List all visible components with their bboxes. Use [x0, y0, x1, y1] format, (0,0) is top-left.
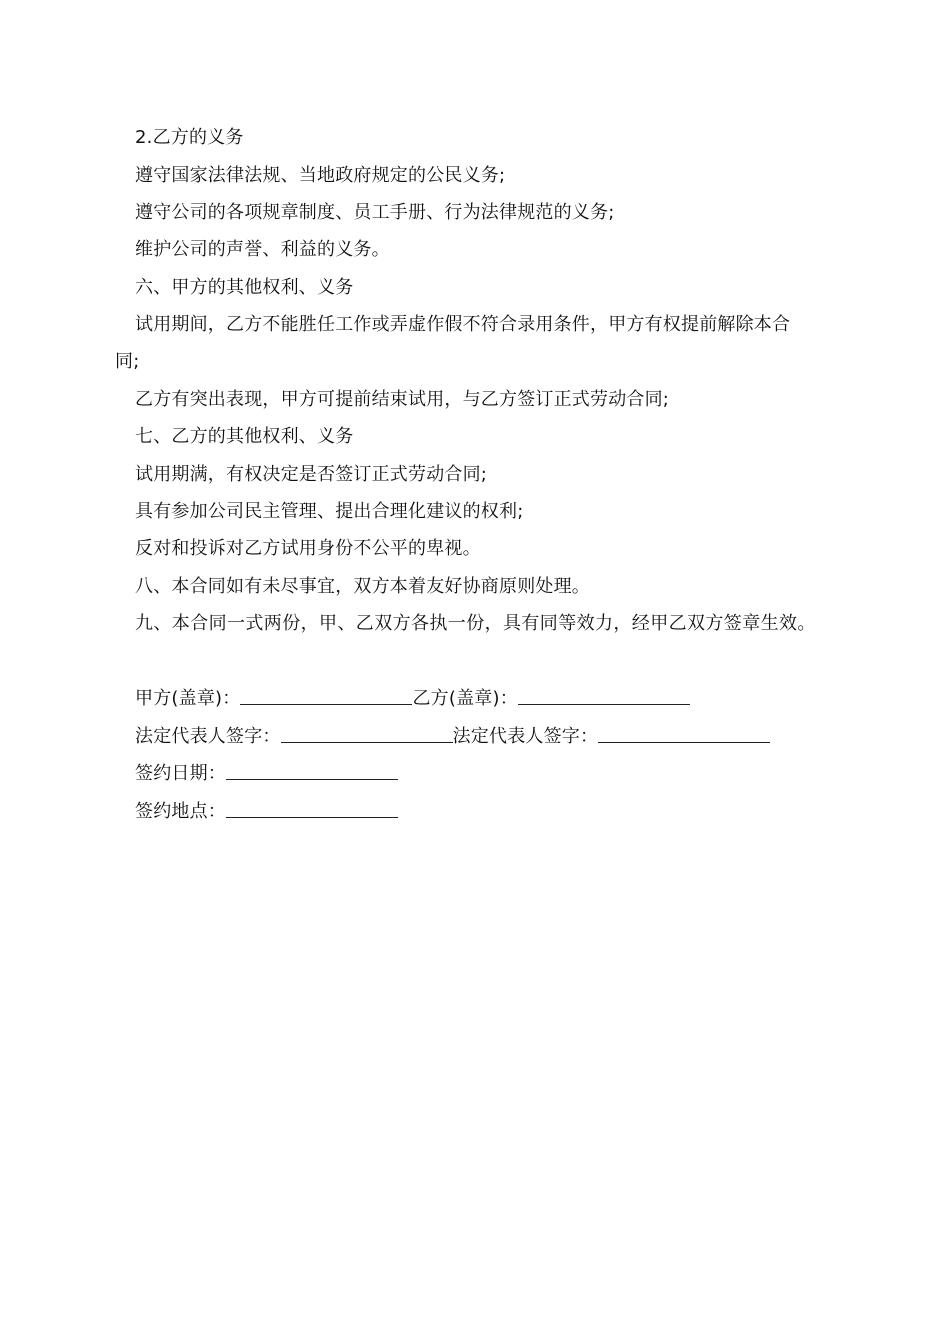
date-blank[interactable]	[226, 761, 398, 780]
place-blank[interactable]	[226, 799, 398, 818]
section-6-paragraph-1-line-1: 试用期间，乙方不能胜任工作或弄虚作假不符合录用条件，甲方有权提前解除本合	[135, 314, 791, 335]
rep-a-label: 法定代表人签字：	[135, 726, 281, 747]
section-7-item: 反对和投诉对乙方试用身份不公平的卑视。	[135, 538, 481, 559]
section-8: 八、本合同如有未尽事宜，双方本着友好协商原则处理。	[135, 576, 590, 597]
representative-signature-row	[135, 724, 770, 749]
section-6-title: 六、甲方的其他权利、义务	[135, 277, 354, 298]
section-9: 九、本合同一式两份，甲、乙双方各执一份，具有同等效力，经甲乙双方签章生效。	[135, 613, 816, 634]
obligation-item: 维护公司的声誉、利益的义务。	[135, 239, 390, 260]
place-label: 签约地点：	[135, 801, 226, 822]
date-label: 签约日期：	[135, 763, 226, 784]
section-7-title: 七、乙方的其他权利、义务	[135, 426, 354, 447]
party-a-label: 甲方(盖章)：	[135, 688, 241, 709]
party-a-blank[interactable]	[240, 686, 412, 705]
rep-b-blank[interactable]	[598, 724, 770, 743]
section-6-paragraph-2: 乙方有突出表现，甲方可提前结束试用，与乙方签订正式劳动合同;	[135, 389, 670, 410]
section-7-item: 具有参加公司民主管理、提出合理化建议的权利;	[135, 501, 524, 522]
section-6-paragraph-1-line-2: 同;	[115, 351, 140, 372]
signing-place-row	[135, 799, 398, 824]
section-2-title: 2.乙方的义务	[135, 127, 244, 148]
rep-b-label: 法定代表人签字：	[452, 726, 599, 747]
section-7-item: 试用期满，有权决定是否签订正式劳动合同;	[135, 464, 488, 485]
obligation-item: 遵守国家法律法规、当地政府规定的公民义务;	[135, 165, 506, 186]
obligation-item: 遵守公司的各项规章制度、员工手册、行为法律规范的义务;	[135, 202, 615, 223]
rep-a-blank[interactable]	[281, 724, 453, 743]
party-b-label: 乙方(盖章)：	[412, 688, 518, 709]
party-b-blank[interactable]	[518, 686, 690, 705]
signing-date-row	[135, 761, 398, 786]
party-signature-row	[135, 686, 690, 711]
